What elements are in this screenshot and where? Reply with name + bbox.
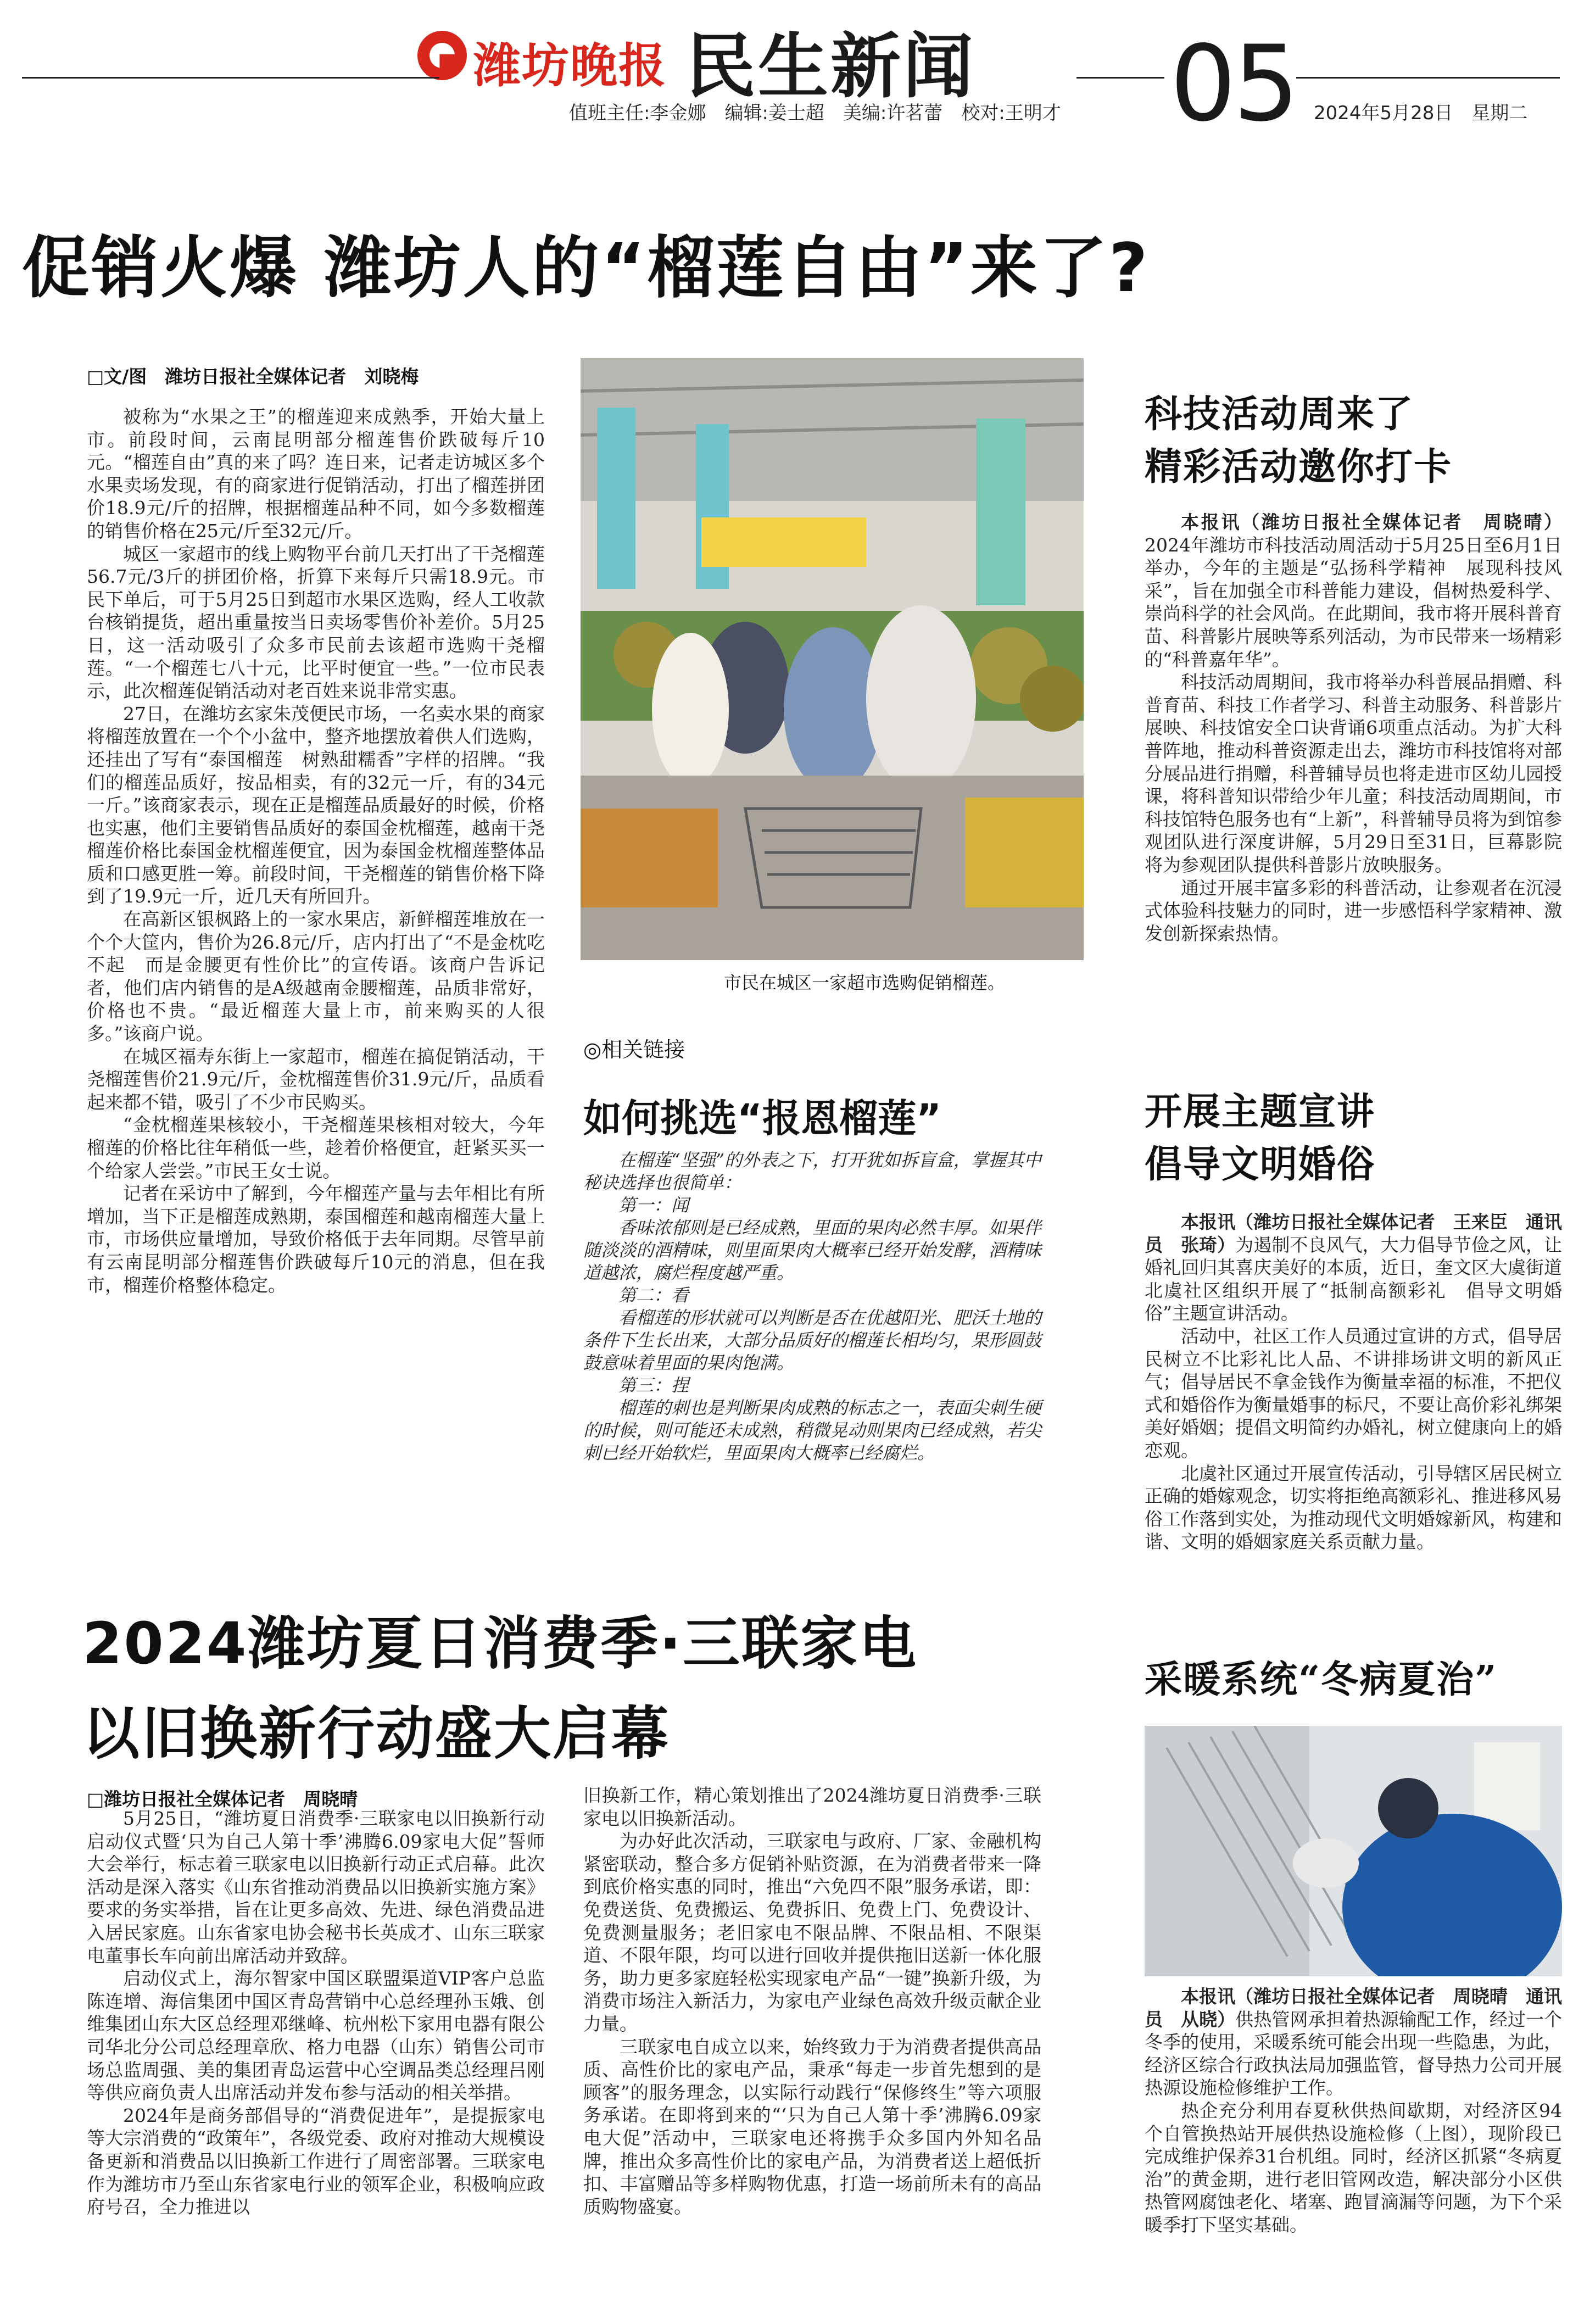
wedding-lead: 本报讯（潍坊日报社全媒体记者 王来臣 通讯员 张琦） (1145, 1211, 1562, 1256)
paragraph: 城区一家超市的线上购物平台前几天打出了干尧榴莲56.7元/3斤的拼团价格，折算下来每斤只需18.9元。市民下单后，可于5月25日到超市水果区选购，经人工收款台核销提货，超出重量按当日卖场零售价补差价。5月25日，这一活动吸引了众多市民前去该超市选购干尧榴莲。“一个榴莲七八十元，比平时便宜一些。”一位市民表示，此次榴莲促销活动对老百姓来说非常实惠。 (87, 543, 545, 702)
paragraph: “金枕榴莲果核较小，干尧榴莲果核相对较大，今年榴莲的价格比往年稍低一些，趁着价格便宜，赶紧买买一个给家人尝尝。”市民王女士说。 (87, 1114, 545, 1181)
wedding-headline-line1: 开展主题宣讲 (1145, 1090, 1376, 1134)
main-article-body (87, 405, 545, 1296)
appliance-headline-line2: 以旧换新行动盛大启幕 (82, 1700, 671, 1767)
issue-date: 2024年5月28日 星期二 (1314, 102, 1528, 124)
paragraph: 在高新区银枫路上的一家水果店，新鲜榴莲堆放在一个个大筐内，售价为26.8元/斤，店内打出了“不是金枕吃不起 而是金腰更有性价比”的宣传语。该商户告诉记者，他们店内销售的是A级越南金腰榴莲，品质非常好，价格也不贵。“最近榴莲大量上市，前来购买的人很多。”该商户说。 (87, 909, 545, 1045)
paragraph: 热企充分利用春夏秋供热间歇期，对经济区94个自管换热站开展供热设施检修（上图），现阶段已完成维护保养31台机组。同时，经济区抓紧“冬病夏治”的黄金期，进行老旧管网改造，解决部分小区供热管网腐蚀老化、堵塞、跑冒滴漏等问题，为下个采暖季打下坚实基础。 (1145, 2099, 1562, 2236)
paragraph: 榴莲的刺也是判断果肉成熟的标志之一，表面尖刺生硬的时候，则可能还未成熟，稍微晃动则果肉已经成熟，若尖刺已经开始软烂，里面果肉大概率已经腐烂。 (583, 1397, 1041, 1463)
related-link-tag: ◎相关链接 (583, 1038, 685, 1062)
paragraph: 在城区福寿东街上一家超市，榴莲在搞促销活动，干尧榴莲售价21.9元/斤，金枕榴莲售价31.9元/斤，品质看起来都不错，吸引了不少市民购买。 (87, 1045, 545, 1113)
paragraph: 三联家电自成立以来，始终致力于为消费者提供高品质、高性价比的家电产品，秉承“每走一步首先想到的是顾客”的服务理念，以实际行动践行“保修终生”等六项服务承诺。在即将到来的“‘只为自己人第十季’沸腾6.09家电大促”活动中，三联家电还将携手众多国内外知名品牌，推出众多高性价比的家电产品，为消费者送上超低折扣、丰富赠品等多样购物优惠，打造一场前所未有的高品质购物盛宴。 (583, 2036, 1041, 2217)
appliance-byline: □潍坊日报社全媒体记者 周晓晴 (87, 1788, 358, 1810)
wedding-headline-line2: 倡导文明婚俗 (1145, 1143, 1376, 1186)
main-byline: □文/图 潍坊日报社全媒体记者 刘晓梅 (87, 366, 419, 387)
heating-lead: 本报讯（潍坊日报社全媒体记者 周晓晴 通讯员 从晓） (1145, 1986, 1562, 2030)
paragraph: 为办好此次活动，三联家电与政府、厂家、金融机构紧密联动，整合多方促销补贴资源，在为消费者带来一降到底价格实惠的同时，推出“六免四不限”服务承诺，即：免费送货、免费搬运、免费拆旧、免费上门、免费设计、免费测量服务；老旧家电不限品牌、不限品相、不限渠道、不限年限，均可以进行回收并提供拖旧送新一体化服务，助力更多家庭轻松实现家电产品“一键”换新升级，为消费市场注入新活力，为家电产业绿色高效升级贡献企业力量。 (583, 1830, 1041, 2035)
section-title: 民生新闻 (685, 25, 976, 108)
editor-credits: 值班主任:李金娜 编辑:姜士超 美编:许茗蕾 校对:王明才 (569, 102, 1061, 124)
paragraph: 通过开展丰富多彩的科普活动，让参观者在沉浸式体验科技魅力的同时，进一步感悟科学家精神、激发创新探索热情。 (1145, 877, 1562, 944)
science-headline-line2: 精彩活动邀你打卡 (1145, 445, 1453, 489)
paragraph-text: 2024年潍坊市科技活动周活动于5月25日至6月1日举办，今年的主题是“弘扬科学精神 展现科技风采”，旨在加强全市科普能力建设，倡树热爱科学、崇尚科学的社会风尚。在此期间，我市将开展科普育苗、科普影片展映等系列活动，为市民带来一场精彩的“科普嘉年华”。 (1145, 534, 1562, 670)
science-headline-line1: 科技活动周来了 (1145, 392, 1414, 436)
wedding-article-body (1145, 1211, 1562, 1553)
paragraph: 被称为“水果之王”的榴莲迎来成熟季，开始大量上市。前段时间，云南昆明部分榴莲售价跌破每斤10元。“榴莲自由”真的来了吗？连日来，记者走访城区多个水果卖场发现，有的商家进行促销活动，打出了榴莲拼团价18.9元/斤的招牌，根据榴莲品种不同，如今多数榴莲的销售价格在25元/斤至32元/斤。 (87, 406, 545, 542)
paragraph: 香味浓郁则是已经成熟，里面的果肉必然丰厚。如果伴随淡淡的酒精味，则里面果肉大概率已经开始发酵，酒精味道越浓，腐烂程度越严重。 (583, 1217, 1041, 1283)
paragraph: 科技活动周期间，我市将举办科普展品捐赠、科普育苗、科技工作者学习、科普主动服务、科普影片展映、科技馆安全口诀背诵6项重点活动。为扩大科普阵地，推动科普资源走出去，潍坊市科技馆将对部分展品进行捐赠，科普辅导员也将走进市区幼儿园授课，将科普知识带给少年儿童；科技活动周期间，市科技馆特色服务也有“上新”，科普辅导员将为到馆参观团队进行深度讲解，5月29日至31日，巨幕影院将为参观团队提供科普影片放映服务。 (1145, 671, 1562, 876)
appliance-headline-line1: 2024潍坊夏日消费季·三联家电 (82, 1610, 918, 1677)
paragraph: 看榴莲的形状就可以判断是否在优越阳光、肥沃土地的条件下生长出来，大部分品质好的榴莲长相均匀，果形圆鼓鼓意味着里面的果肉饱满。 (583, 1307, 1041, 1373)
masthead-rule-left (22, 77, 439, 79)
heating-article-body (1145, 1985, 1562, 2237)
paragraph: 旧换新工作，精心策划推出了2024潍坊夏日消费季·三联家电以旧换新活动。 (583, 1785, 1041, 1829)
paragraph: 第三：捏 (618, 1375, 689, 1396)
paragraph: 启动仪式上，海尔智家中国区联盟渠道VIP客户总监陈连增、海信集团中国区青岛营销中心总经理孙玉娥、创维集团山东大区总经理邓继峰、杭州松下家用电器有限公司华北分公司总经理章欣、格力电器（山东）销售公司市场总监周强、美的集团青岛运营中心空调品类总经理吕刚等供应商负责人出席活动并发布参与活动的相关举措。 (87, 1968, 545, 2104)
paragraph: 活动中，社区工作人员通过宣讲的方式，倡导居民树立不比彩礼比人品、不讲排场讲文明的新风正气；倡导居民不拿金钱作为衡量幸福的标准，不把仪式和婚俗作为衡量婚事的标尺，不要让高价彩礼绑架美好婚姻；提倡文明简约办婚礼，树立健康向上的婚恋观。 (1145, 1325, 1562, 1461)
science-article-body (1145, 511, 1562, 945)
paragraph-text: 为遏制不良风气，大力倡导节俭之风，让婚礼回归其喜庆美好的本质，近日，奎文区大虞街道北虞社区组织开展了“抵制高额彩礼 倡导文明婚俗”主题宣讲活动。 (1145, 1234, 1563, 1324)
paragraph: 第一：闻 (618, 1195, 689, 1216)
paragraph: 2024年是商务部倡导的“消费促进年”，是提振家电等大宗消费的“政策年”，各级党委、政府对推动大规模设备更新和消费品以旧换新工作进行了周密部署。三联家电作为潍坊市乃至山东省家电行业的领军企业，积极响应政府号召，全力推进以 (87, 2104, 545, 2218)
science-headline (1145, 388, 1452, 493)
paragraph-text: 供热管网承担着热源输配工作，经过一个冬季的使用，采暖系统可能会出现一些隐患，为此，经济区综合行政执法局加强监管，督导热力公司开展热源设施检修维护工作。 (1145, 2008, 1563, 2099)
supermarket-photo (581, 358, 1084, 960)
paragraph: 27日，在潍坊玄家朱茂便民市场，一名卖水果的商家将榴莲放置在一个个小盆中，整齐地摆放着供人们选购，还挂出了写有“泰国榴莲 树熟甜糯香”字样的招牌。“我们的榴莲品质好，按品相卖，有的32元一斤，有的34元一斤。”该商家表示，现在正是榴莲品质最好的时候，价格也实惠，他们主要销售品质好的泰国金枕榴莲，越南干尧榴莲价格比泰国金枕榴莲便宜，因为泰国金枕榴莲整体品质和口感更胜一筹。前段时间，干尧榴莲的销售价格下降到了19.9元一斤，近几天有所回升。 (87, 703, 545, 907)
lead-paragraph (1145, 1211, 1562, 1325)
newspaper-name: 潍坊晚报 (473, 38, 667, 93)
heating-photo (1145, 1726, 1562, 1976)
heating-headline: 采暖系统“冬病夏治” (1145, 1658, 1498, 1702)
appliance-headline (82, 1598, 918, 1779)
masthead-rule-right (1296, 77, 1560, 79)
related-link-body (583, 1149, 1041, 1464)
appliance-column-1 (87, 1807, 545, 2318)
newspaper-logo-icon (417, 31, 467, 80)
lead-paragraph (1145, 1985, 1562, 2099)
heating-photo-image (1145, 1726, 1562, 1976)
paragraph: 北虞社区通过开展宣传活动，引导辖区居民树立正确的婚嫁观念，切实将拒绝高额彩礼、推进移风易俗工作落到实处，为推动现代文明婚嫁新风，构建和谐、文明的婚姻家庭关系贡献力量。 (1145, 1462, 1562, 1553)
paragraph: 5月25日，“潍坊夏日消费季·三联家电以旧换新行动启动仪式暨‘只为自己人第十季’沸腾6.09家电大促”誓师大会举行，标志着三联家电以旧换新行动正式启幕。此次活动是深入落实《山东省推动消费品以旧换新实施方案》要求的务实举措，旨在让更多高效、先进、绿色消费品进入居民家庭。山东省家电协会秘书长英成才、山东三联家电董事长车向前出席活动并致辞。 (87, 1808, 545, 1966)
main-headline: 促销火爆 潍坊人的“榴莲自由”来了? (22, 229, 1150, 307)
lead-paragraph (1145, 511, 1562, 671)
appliance-column-2 (583, 1784, 1041, 2318)
masthead-rule-mid (1076, 77, 1164, 79)
science-lead: 本报讯（潍坊日报社全媒体记者 周晓晴） (1181, 511, 1562, 533)
paragraph: 第二：看 (618, 1285, 689, 1306)
paragraph: 记者在采访中了解到，今年榴莲产量与去年相比有所增加，当下正是榴莲成熟期，泰国榴莲和越南榴莲大量上市，市场供应量增加，导致价格低于去年同期。尽管早前有云南昆明部分榴莲售价跌破每斤10元的消息，但在我市，榴莲价格整体稳定。 (87, 1183, 545, 1296)
photo-caption: 市民在城区一家超市选购促销榴莲。 (724, 972, 1006, 993)
related-link-headline: 如何挑选“报恩榴莲” (583, 1096, 942, 1141)
supermarket-photo-image (581, 358, 1084, 960)
wedding-headline (1145, 1085, 1375, 1191)
paragraph: 在榴莲“坚强”的外表之下，打开犹如拆盲盒，掌握其中秘诀选择也很简单： (583, 1150, 1041, 1193)
page-number: 05 (1170, 23, 1296, 144)
